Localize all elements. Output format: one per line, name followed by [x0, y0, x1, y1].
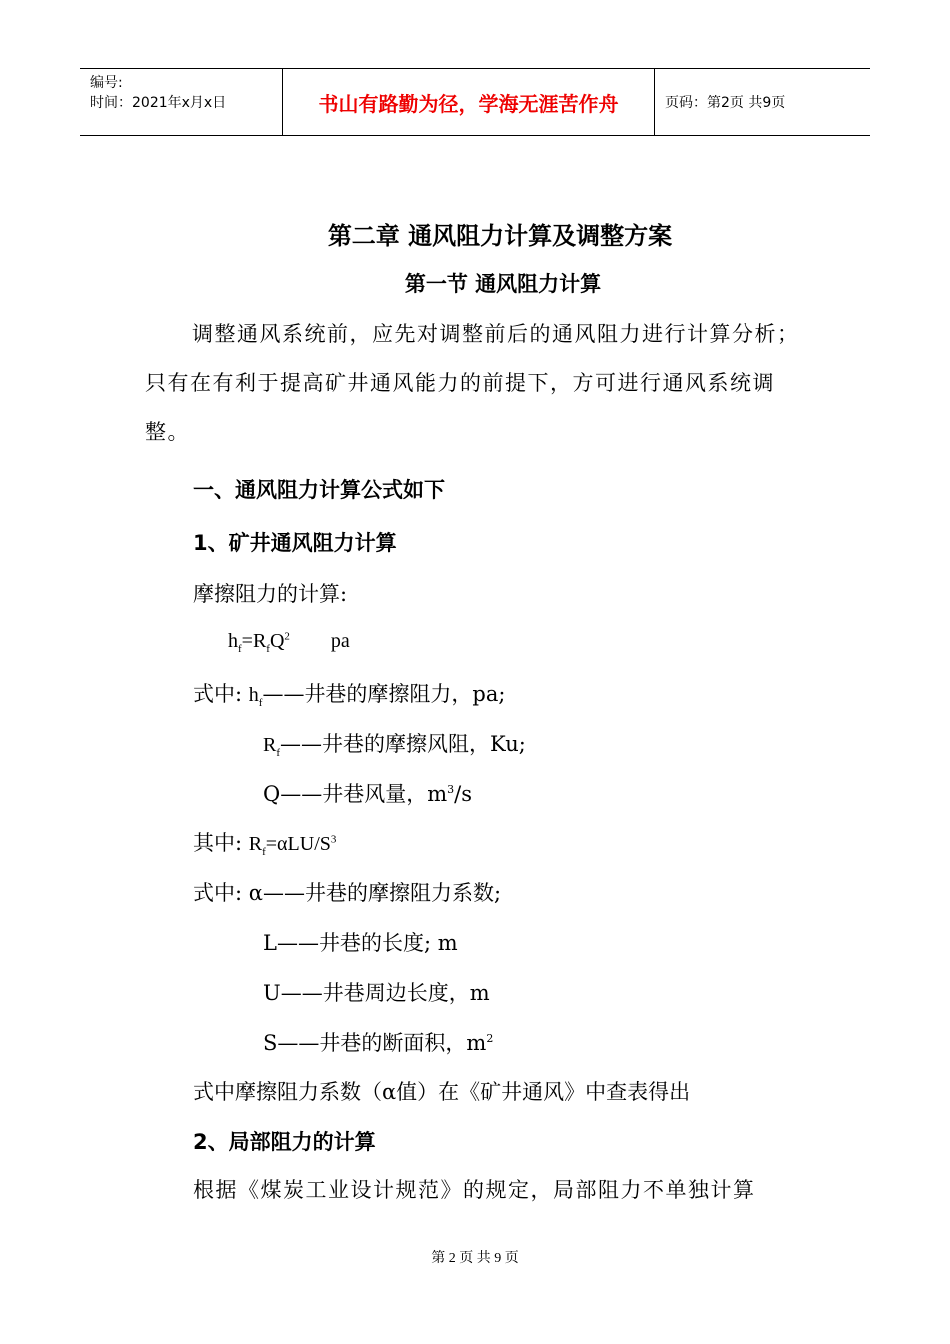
page-header	[80, 68, 870, 136]
friction-label: 摩擦阻力的计算:	[193, 582, 348, 606]
formula2-rest: =αLU/S	[265, 833, 331, 855]
formula-sub-f2: f	[266, 643, 270, 655]
where1-rf: $R_f——$井巷的摩擦风阻，Ku;	[263, 732, 526, 759]
header-date-label: 时间：2021年x月x日	[90, 95, 227, 111]
where1-hf-def: ——井巷的摩擦阻力，pa;	[262, 682, 506, 706]
where1-lead: 式中:	[193, 682, 243, 706]
formula-rf	[193, 827, 336, 858]
header-page-info: 页码：第2页 共9页	[665, 95, 786, 111]
where2-s	[263, 1027, 493, 1057]
where2-s-sup: 2	[486, 1032, 494, 1045]
where2-lead: 式中:	[193, 881, 243, 905]
header-left-cell	[80, 69, 283, 135]
where1-rf-def: ——井巷的摩擦风阻，Ku;	[280, 732, 526, 756]
heading-formulas: 一、通风阻力计算公式如下	[193, 478, 445, 502]
formula-h: h	[228, 630, 238, 652]
heading-mine-resistance: 1、矿井通风阻力计算	[193, 531, 397, 555]
formula2-sub: f	[262, 846, 266, 858]
where1-hf: 式中: $h_f——$井巷的摩擦阻力，pa;	[193, 682, 506, 709]
formula-sub-f: f	[238, 643, 242, 655]
where2-alpha-def: α——井巷的摩擦阻力系数;	[248, 881, 502, 905]
where2-s-def: S——井巷的断面积，m	[263, 1031, 487, 1055]
where1-q-def: Q——井巷风量，m	[263, 782, 448, 806]
where2-alpha	[193, 877, 501, 907]
where1-q	[263, 778, 472, 808]
formula-friction	[228, 630, 350, 655]
where1-q-sup: 3	[447, 783, 455, 796]
header-motto: 书山有路勤为径，学海无涯苦作舟	[283, 69, 655, 135]
formula-q: Q	[269, 630, 285, 652]
section-title: 第一节 通风阻力计算	[404, 272, 602, 296]
where1-q-tail: /s	[454, 782, 472, 806]
formula-sup-2: 2	[284, 630, 290, 643]
where2-u: U——井巷周边长度，m	[263, 981, 490, 1005]
local-note: 根据《煤炭工业设计规范》的规定，局部阻力不单独计算	[193, 1178, 756, 1202]
alpha-note: 式中摩擦阻力系数（α值）在《矿井通风》中查表得出	[193, 1080, 691, 1104]
intro-paragraph: 调整通风系统前，应先对调整前后的通风阻力进行计算分析；只有在有利于提高矿井通风能力的前提下，方可进行通风系统调整。	[145, 322, 800, 444]
formula2-lead: 其中:	[193, 831, 243, 855]
formula2-r: R	[248, 833, 263, 855]
chapter-title: 第二章 通风阻力计算及调整方案	[327, 222, 673, 250]
formula-unit: pa	[330, 630, 350, 652]
page-footer: 第 2 页 共 9 页	[431, 1251, 519, 1266]
heading-local-resistance: 2、局部阻力的计算	[193, 1130, 376, 1154]
formula-eq: =R	[241, 630, 267, 652]
where2-l: L——井巷的长度; m	[263, 931, 458, 955]
header-number-label: 编号:	[90, 75, 123, 91]
formula2-sup: 3	[330, 833, 337, 846]
